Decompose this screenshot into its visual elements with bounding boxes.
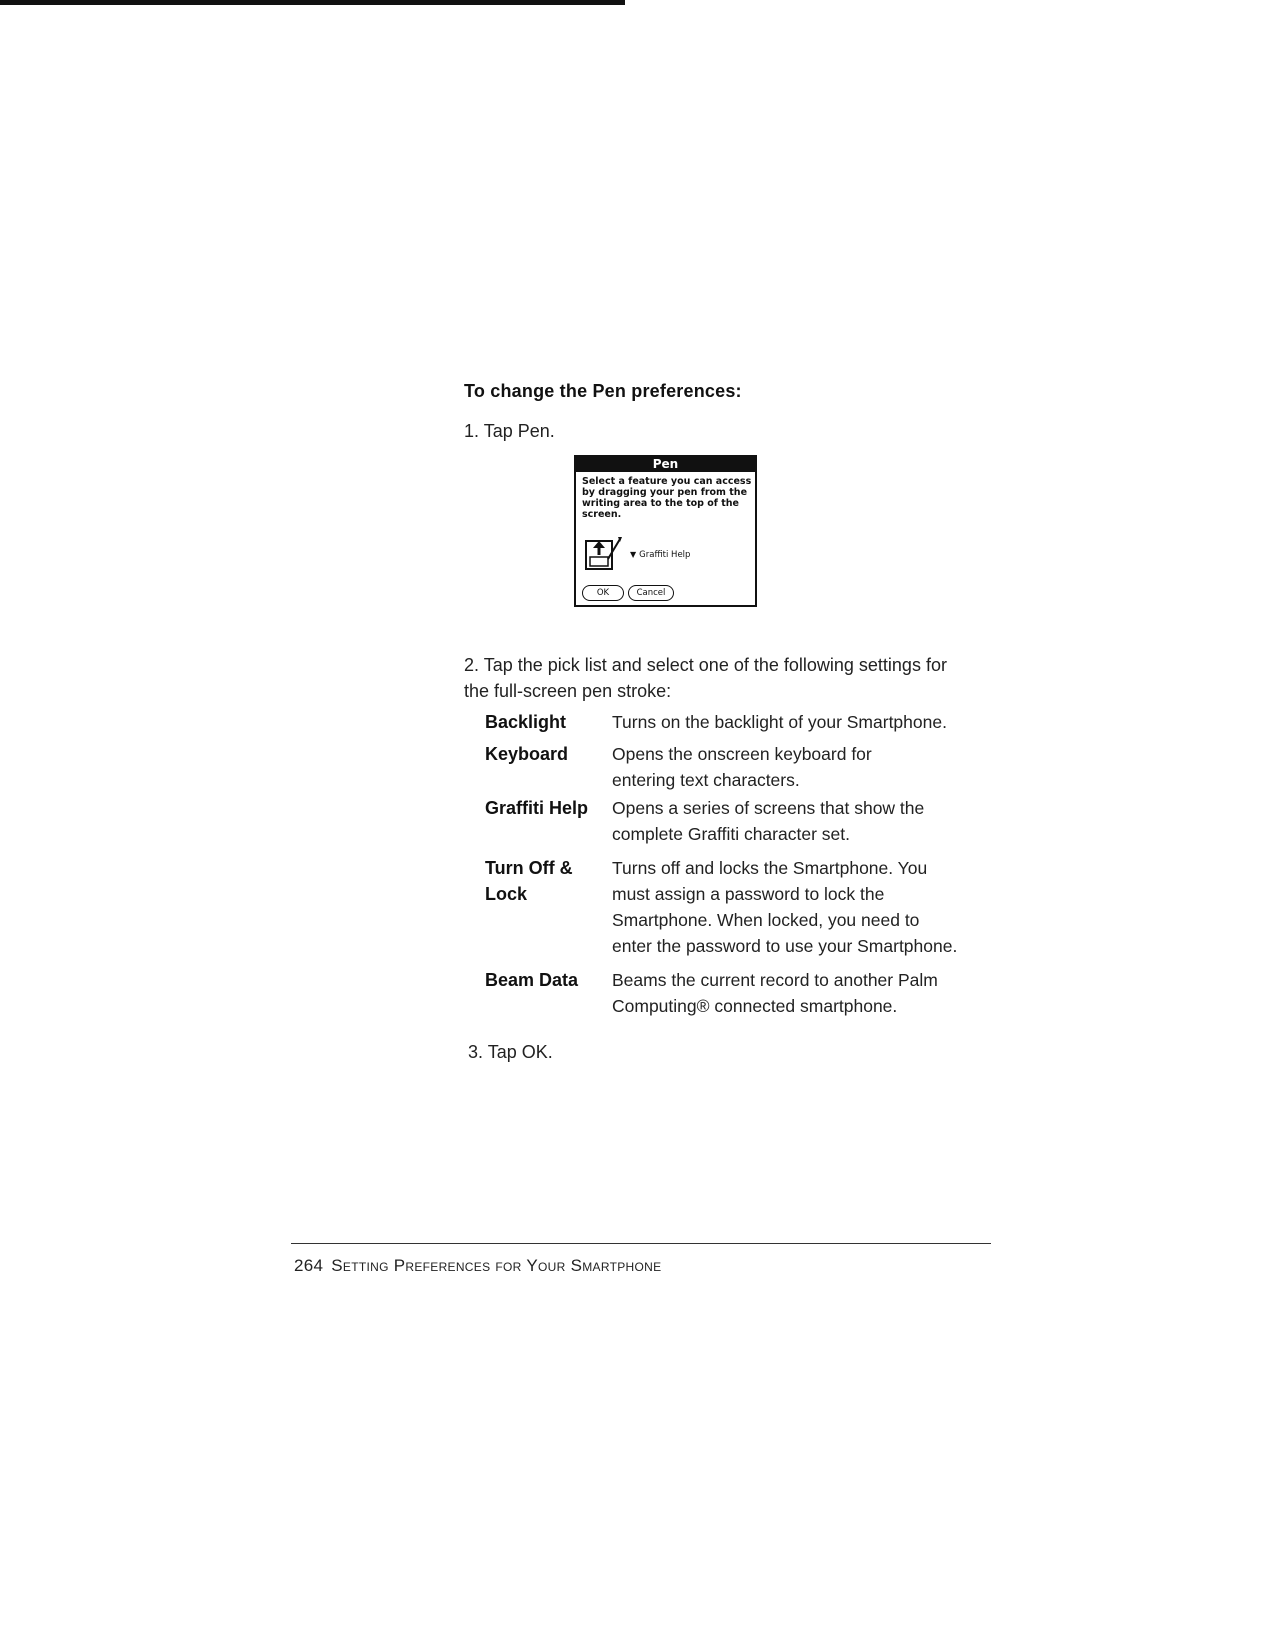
- dialog-instructions: Select a feature you can access by dragging your pen from the writing area to the top of the screen.: [582, 476, 752, 520]
- pen-pick-list[interactable]: [630, 550, 690, 560]
- setting-term-backlight: Backlight: [485, 712, 567, 732]
- step-3: 3. Tap OK.: [468, 1042, 553, 1062]
- page-footer: [294, 1256, 661, 1276]
- page-number: 264: [294, 1256, 324, 1275]
- setting-term-beam-data: Beam Data: [485, 970, 579, 990]
- cancel-button[interactable]: Cancel: [628, 585, 674, 601]
- setting-term-keyboard: Keyboard: [485, 744, 569, 764]
- pick-list-arrow-icon: ▼: [630, 550, 637, 559]
- step-1: 1. Tap Pen.: [464, 421, 555, 441]
- footer-section-title: Setting Preferences for Your Smartphone: [331, 1256, 662, 1275]
- setting-term-graffiti-help: Graffiti Help: [485, 798, 589, 818]
- setting-desc-turn-off-lock: Turns off and locks the Smartphone. You must assign a password to lock the Smartphone. When locked, you need to enter the password to use your Smartphone.: [612, 858, 958, 956]
- footer-rule: [291, 1243, 991, 1244]
- setting-desc-backlight: Turns on the backlight of your Smartphone.: [612, 712, 947, 732]
- pick-list-value: Graffiti Help: [639, 550, 691, 560]
- setting-desc-graffiti-help: Opens a series of screens that show the complete Graffiti character set.: [612, 798, 925, 844]
- setting-desc-beam-data: Beams the current record to another Palm Computing® connected smartphone.: [612, 970, 938, 1016]
- setting-term-turn-off-lock: Turn Off & Lock: [485, 858, 573, 904]
- ok-button[interactable]: OK: [582, 585, 624, 601]
- pen-dialog: [574, 455, 757, 607]
- pen-stroke-icon: [584, 535, 624, 571]
- dialog-title: Pen: [576, 457, 755, 472]
- top-rule: [0, 0, 625, 5]
- step-2: 2. Tap the pick list and select one of the following settings for the full-screen pen stroke:: [464, 655, 947, 701]
- setting-desc-keyboard: Opens the onscreen keyboard for entering text characters.: [612, 744, 872, 790]
- procedure-heading: To change the Pen preferences:: [464, 381, 742, 401]
